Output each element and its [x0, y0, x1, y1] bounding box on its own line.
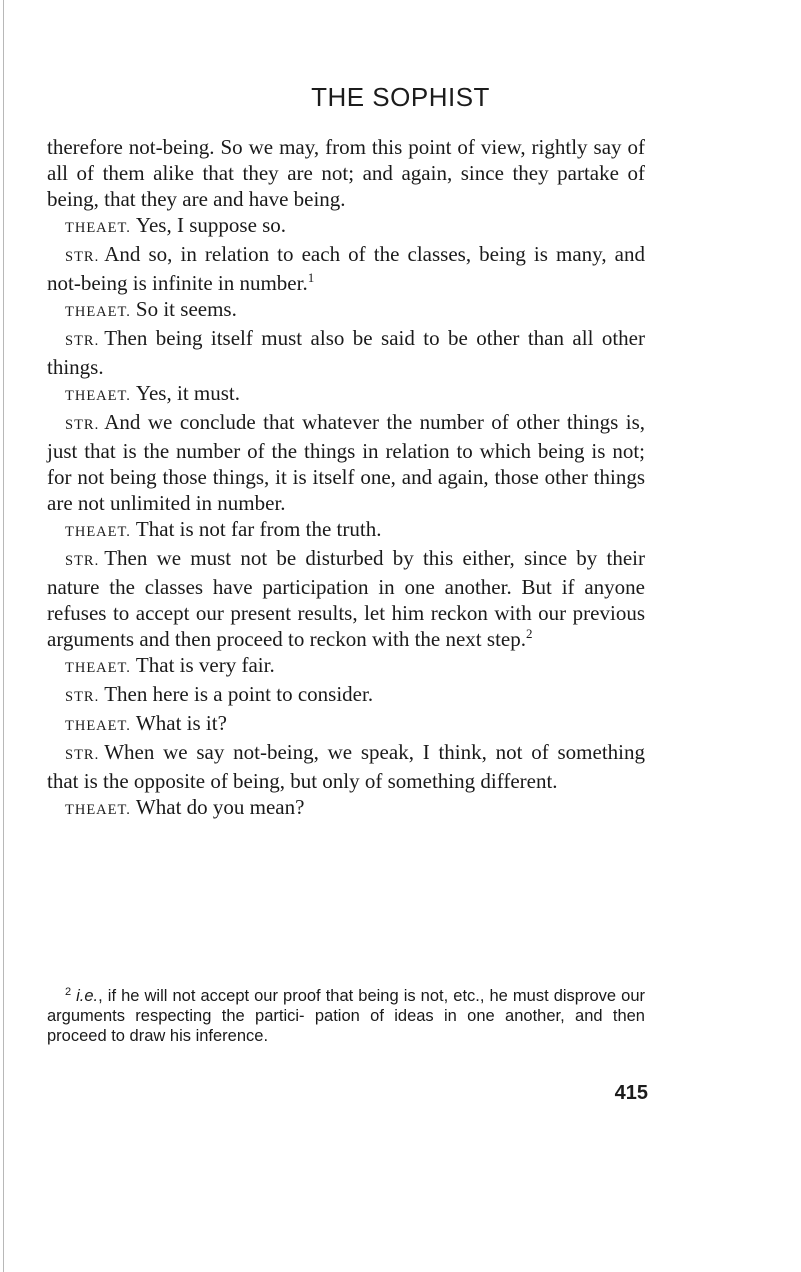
footnote: [47, 986, 645, 1046]
page-edge-line: [3, 0, 4, 1272]
dialogue-paragraph: STR. Then we must not be disturbed by this either, since by their nature the classes have participation in one another. But if anyone refuses to accept our present results, let him reckon with our previous arguments and then proceed to reckon with the next step.$^2$: [47, 546, 645, 651]
footnote-reference: 2: [525, 626, 533, 641]
speaker-label: STR.: [65, 333, 100, 349]
speaker-label: THEAET.: [65, 304, 131, 320]
dialogue-paragraph: THEAET. That is not far from the truth.: [65, 517, 382, 541]
footnote-reference: 1: [307, 270, 315, 285]
speaker-label: THEAET.: [65, 220, 131, 236]
speaker-label: THEAET.: [65, 524, 131, 540]
speaker-label: THEAET.: [65, 802, 131, 818]
dialogue-paragraph: THEAET. What do you mean?: [65, 795, 305, 819]
dialogue-paragraph: STR. And we conclude that whatever the number of other things is, just that is the number of the things in relation to which being is not; for not being those things, it is itself one, and again, those other things are not unlimited in number.: [47, 410, 645, 515]
dialogue-paragraph: THEAET. That is very fair.: [65, 653, 275, 677]
speaker-label: STR.: [65, 747, 100, 763]
dialogue-paragraph: therefore not-being. So we may, from this point of view, rightly say of all of them alike that they are not; and again, since they partake of being, that they are and have being.: [47, 135, 645, 211]
dialogue-paragraph: THEAET. What is it?: [65, 711, 227, 735]
footnote-mark: 2: [65, 986, 72, 998]
dialogue-paragraph: THEAET. Yes, I suppose so.: [65, 213, 287, 237]
speaker-label: STR.: [65, 689, 100, 705]
page-number: 415: [614, 1082, 648, 1104]
dialogue-paragraph: STR. When we say not-being, we speak, I think, not of something that is the opposite of being, but only of something different.: [47, 740, 645, 793]
dialogue-paragraph: STR. Then here is a point to consider.: [65, 682, 374, 706]
running-head: THE SOPHIST: [311, 82, 490, 112]
speaker-label: STR.: [65, 249, 100, 265]
footnote-lead: i.e.: [76, 987, 99, 1005]
speaker-label: THEAET.: [65, 388, 131, 404]
dialogue-paragraph: THEAET. Yes, it must.: [65, 381, 240, 405]
dialogue-paragraph: THEAET. So it seems.: [65, 297, 237, 321]
dialogue-paragraph: STR. And so, in relation to each of the classes, being is many, and not-being is infinite in number.$^1$: [47, 242, 645, 295]
dialogue-paragraph: STR. Then being itself must also be said to be other than all other things.: [47, 326, 645, 379]
speaker-label: THEAET.: [65, 660, 131, 676]
dialogue-body: [47, 134, 645, 823]
speaker-label: STR.: [65, 553, 100, 569]
speaker-label: THEAET.: [65, 718, 131, 734]
speaker-label: STR.: [65, 417, 100, 433]
footnote-text: , if he will not accept our proof that being is not, etc., he must disprove our arguments respecting the partici- pation of ideas in one another, and then proceed to draw his inference.: [47, 987, 645, 1045]
